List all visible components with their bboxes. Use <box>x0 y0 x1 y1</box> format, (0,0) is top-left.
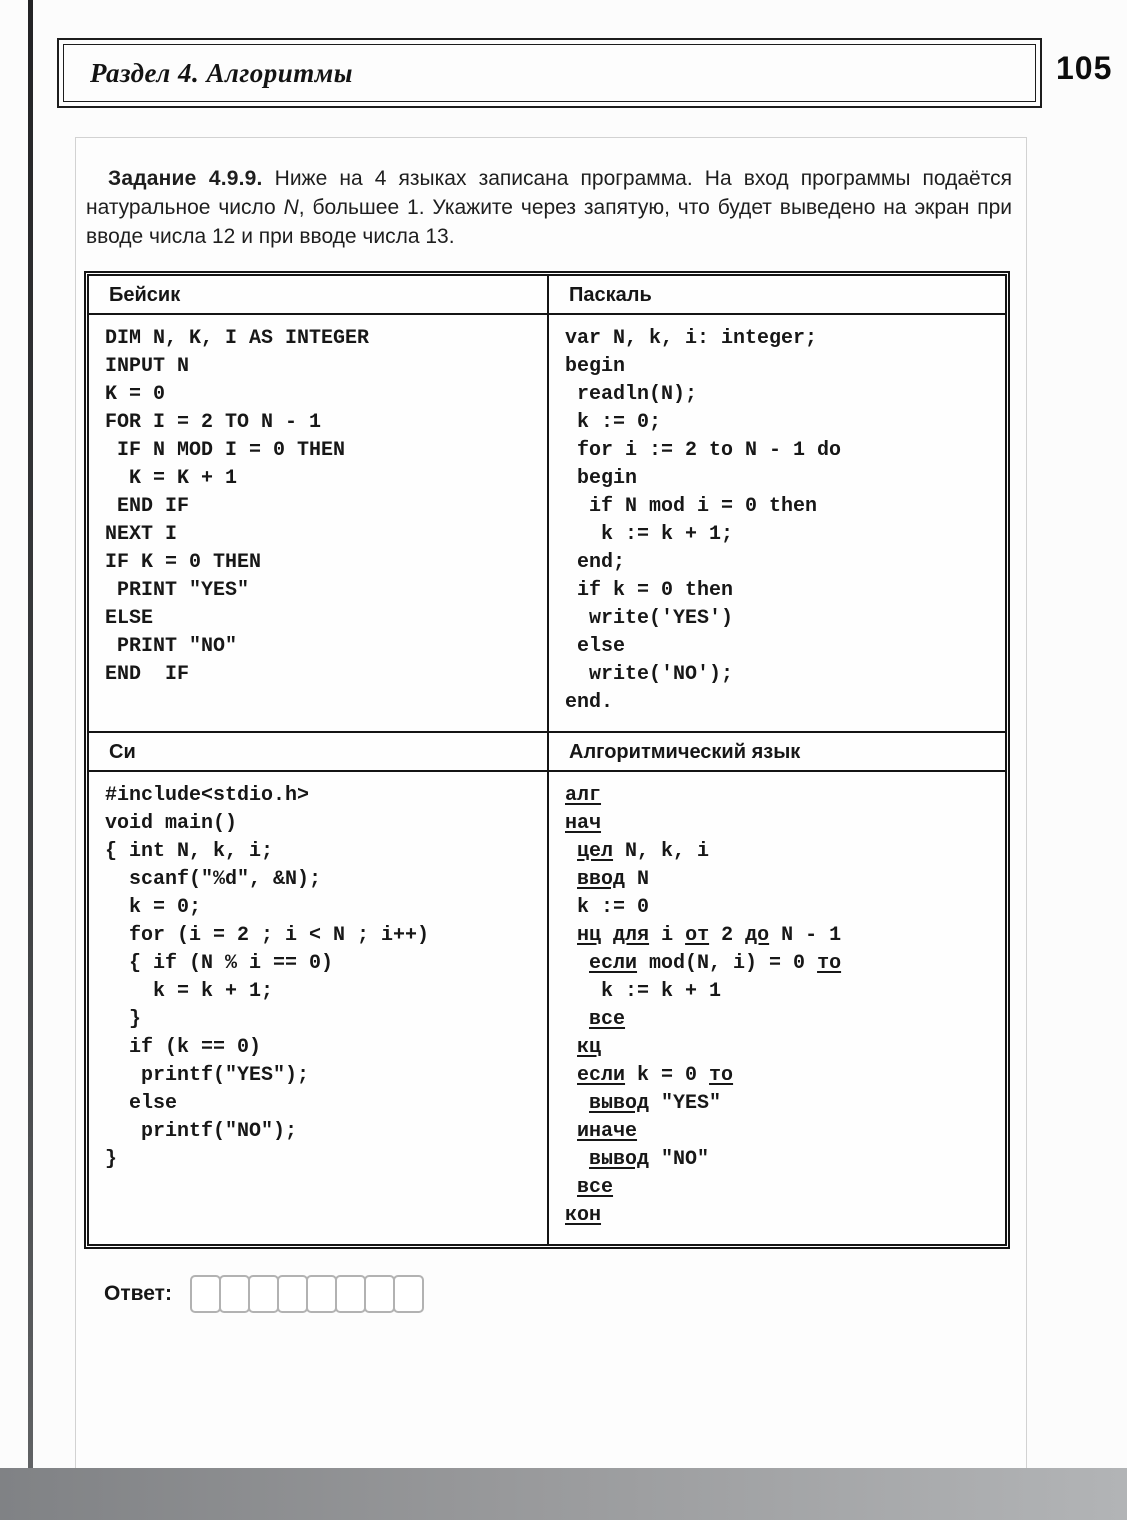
answer-cell <box>219 1275 250 1313</box>
code-line: если k = 0 то <box>577 1064 734 1087</box>
scan-edge-bottom <box>0 1468 1127 1520</box>
code-line: алг <box>565 784 602 807</box>
code-line: for i := 2 to N - 1 do <box>565 439 842 462</box>
code-line: } <box>105 1148 118 1171</box>
answer-cell <box>364 1275 395 1313</box>
answer-cell <box>335 1275 366 1313</box>
code-line: нц для i от 2 до N - 1 <box>577 924 842 947</box>
code-line: write('YES') <box>565 607 734 630</box>
code-line: end. <box>565 691 614 714</box>
code-line: PRINT "NO" <box>105 635 238 658</box>
code-line: printf("YES"); <box>105 1064 310 1087</box>
code-algo <box>547 772 1005 1244</box>
code-line: k := 0 <box>565 896 650 919</box>
answer-boxes <box>190 1275 424 1313</box>
code-line: k = 0; <box>105 896 202 919</box>
code-table <box>84 271 1010 1249</box>
answer-row <box>82 1275 1014 1313</box>
book-spine-shadow <box>28 0 33 1468</box>
code-line: k := k + 1 <box>565 980 722 1003</box>
code-line: if N mod i = 0 then <box>565 495 818 518</box>
answer-cell <box>277 1275 308 1313</box>
code-line: K = K + 1 <box>105 467 238 490</box>
table-header-algo-label: Алгоритмический язык <box>569 741 801 763</box>
code-line: begin <box>565 355 626 378</box>
code-line: k := 0; <box>565 411 662 434</box>
code-line: ввод N <box>577 868 650 891</box>
code-line: if k = 0 then <box>565 579 734 602</box>
task-text: Задание 4.9.9. Ниже на 4 языках записана программа. На вход программы подаётся натуральное число N, большее 1. Укажите через запятую, что будет выведено на экран при вводе числа 12 и при вводе числа 13. <box>86 167 1012 248</box>
code-line: else <box>105 1092 178 1115</box>
table-header-pascal <box>547 276 1005 315</box>
code-line: NEXT I <box>105 523 178 546</box>
code-line: вывод "YES" <box>589 1092 722 1115</box>
code-line: вывод "NO" <box>589 1148 710 1171</box>
code-line: #include<stdio.h> <box>105 784 310 807</box>
table-header-basic <box>89 276 547 315</box>
table-header-pascal-label: Паскаль <box>569 284 652 306</box>
section-header-inner-frame <box>63 44 1036 102</box>
code-line: readln(N); <box>565 383 698 406</box>
code-line: void main() <box>105 812 238 835</box>
section-title: Раздел 4. Алгоритмы <box>90 57 354 88</box>
code-line: END IF <box>105 663 190 686</box>
page-number: 105 <box>1056 50 1113 86</box>
section-header-frame <box>57 38 1042 108</box>
answer-cell <box>248 1275 279 1313</box>
answer-label: Ответ: <box>104 1282 172 1305</box>
code-line: IF K = 0 THEN <box>105 551 262 574</box>
code-line: INPUT N <box>105 355 190 378</box>
code-line: иначе <box>577 1120 638 1143</box>
code-line: если mod(N, i) = 0 то <box>589 952 842 975</box>
answer-cell <box>190 1275 221 1313</box>
code-line: else <box>565 635 626 658</box>
code-line: { if (N % i == 0) <box>105 952 334 975</box>
code-line: scanf("%d", &N); <box>105 868 322 891</box>
code-line: END IF <box>105 495 190 518</box>
answer-cell <box>306 1275 337 1313</box>
table-header-basic-label: Бейсик <box>109 284 181 306</box>
code-line: кц <box>577 1036 602 1059</box>
code-line: ELSE <box>105 607 154 630</box>
code-line: цел N, k, i <box>577 840 710 863</box>
code-line: K = 0 <box>105 383 166 406</box>
code-line: нач <box>565 812 602 835</box>
code-line: k := k + 1; <box>565 523 734 546</box>
code-line: { int N, k, i; <box>105 840 274 863</box>
code-line: кон <box>565 1204 602 1227</box>
table-header-c <box>89 733 547 772</box>
code-line: printf("NO"); <box>105 1120 298 1143</box>
code-line: все <box>589 1008 626 1031</box>
code-line: } <box>105 1008 142 1031</box>
code-line: write('NO'); <box>565 663 734 686</box>
code-basic <box>89 315 547 733</box>
code-line: IF N MOD I = 0 THEN <box>105 439 346 462</box>
code-line: PRINT "YES" <box>105 579 250 602</box>
code-line: if (k == 0) <box>105 1036 262 1059</box>
code-line: все <box>577 1176 614 1199</box>
code-line: end; <box>565 551 626 574</box>
code-c <box>89 772 547 1244</box>
table-header-algo <box>547 733 1005 772</box>
code-line: begin <box>565 467 638 490</box>
code-line: FOR I = 2 TO N - 1 <box>105 411 322 434</box>
table-header-c-label: Си <box>109 741 136 763</box>
code-line: var N, k, i: integer; <box>565 327 818 350</box>
code-pascal <box>547 315 1005 733</box>
code-line: DIM N, K, I AS INTEGER <box>105 327 370 350</box>
page-content <box>75 137 1027 1468</box>
code-line: for (i = 2 ; i < N ; i++) <box>105 924 430 947</box>
code-line: k = k + 1; <box>105 980 274 1003</box>
answer-cell <box>393 1275 424 1313</box>
